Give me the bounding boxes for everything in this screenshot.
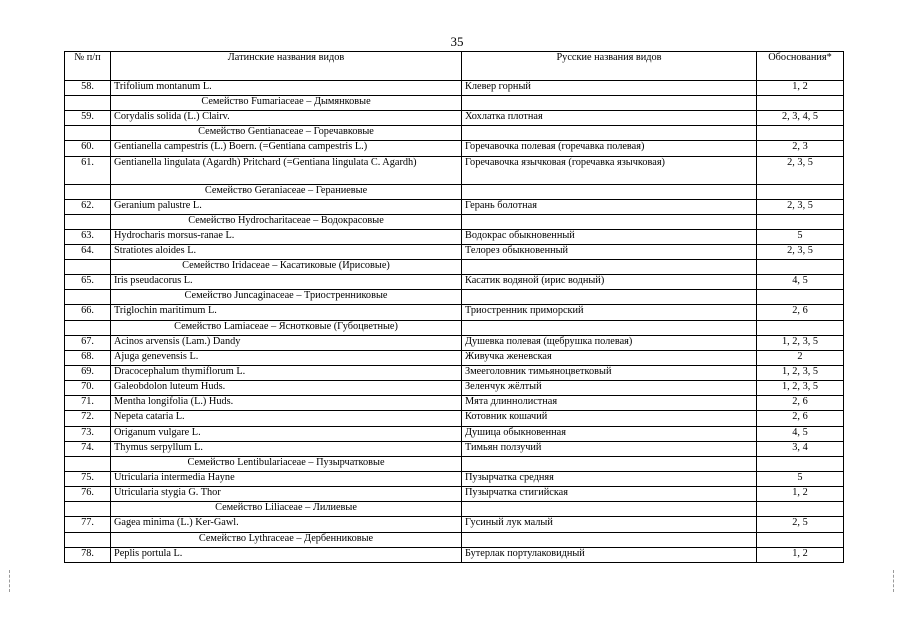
- species-latin-name: Corydalis solida (L.) Clairv.: [111, 111, 462, 126]
- species-row: [65, 472, 844, 487]
- species-row: [65, 547, 844, 562]
- family-row: [65, 260, 844, 275]
- family-row: [65, 96, 844, 111]
- family-row-reason-cell: [757, 457, 844, 472]
- family-row: [65, 502, 844, 517]
- family-row-reason-cell: [757, 214, 844, 229]
- species-reason: 2, 3, 4, 5: [757, 111, 844, 126]
- species-number: 71.: [65, 396, 111, 411]
- family-row-russian-cell: [462, 214, 757, 229]
- species-latin-name: Utricularia intermedia Hayne: [111, 472, 462, 487]
- species-number: 63.: [65, 229, 111, 244]
- species-latin-name: Galeobdolon luteum Huds.: [111, 381, 462, 396]
- family-row: [65, 126, 844, 141]
- species-latin-name: Nepeta cataria L.: [111, 411, 462, 426]
- species-row: [65, 81, 844, 96]
- family-name: Семейство Geraniaceae – Гераниевые: [111, 184, 462, 199]
- species-reason: 1, 2, 3, 5: [757, 335, 844, 350]
- species-reason: 2, 6: [757, 396, 844, 411]
- family-name: Семейство Juncaginaceae – Триостренниковые: [111, 290, 462, 305]
- species-russian-name: Водокрас обыкновенный: [462, 229, 757, 244]
- family-row-number-cell: [65, 532, 111, 547]
- species-row: [65, 365, 844, 380]
- species-number: 66.: [65, 305, 111, 320]
- left-edge-mark: [9, 570, 11, 592]
- species-row: [65, 411, 844, 426]
- family-row-number-cell: [65, 96, 111, 111]
- family-row-russian-cell: [462, 290, 757, 305]
- species-number: 58.: [65, 81, 111, 96]
- species-number: 73.: [65, 426, 111, 441]
- column-header-latin: Латинские названия видов: [111, 52, 462, 81]
- family-row-number-cell: [65, 320, 111, 335]
- species-latin-name: Gentianella campestris (L.) Boern. (=Gentiana campestris L.): [111, 141, 462, 156]
- species-latin-name: Utricularia stygia G. Thor: [111, 487, 462, 502]
- species-row: [65, 244, 844, 259]
- family-row-russian-cell: [462, 96, 757, 111]
- species-latin-name: Thymus serpyllum L.: [111, 441, 462, 456]
- species-latin-name: Gentianella lingulata (Agardh) Pritchard (=Gentiana lingulata C. Agardh): [111, 156, 462, 184]
- species-row: [65, 517, 844, 532]
- page-number: 35: [450, 34, 464, 49]
- species-latin-name: Triglochin maritimum L.: [111, 305, 462, 320]
- species-russian-name: Герань болотная: [462, 199, 757, 214]
- species-number: 74.: [65, 441, 111, 456]
- family-row-reason-cell: [757, 184, 844, 199]
- column-header-reason: Обоснования*: [757, 52, 844, 81]
- column-header-russian: Русские названия видов: [462, 52, 757, 81]
- table-header-row: [65, 52, 844, 81]
- family-row: [65, 457, 844, 472]
- species-number: 70.: [65, 381, 111, 396]
- species-reason: 2, 5: [757, 517, 844, 532]
- family-row: [65, 214, 844, 229]
- species-row: [65, 381, 844, 396]
- family-row-number-cell: [65, 457, 111, 472]
- right-edge-mark: [893, 570, 895, 592]
- species-russian-name: Касатик водяной (ирис водный): [462, 275, 757, 290]
- species-russian-name: Пузырчатка стигийская: [462, 487, 757, 502]
- family-row-russian-cell: [462, 457, 757, 472]
- species-russian-name: Гусиный лук малый: [462, 517, 757, 532]
- family-row-russian-cell: [462, 184, 757, 199]
- species-row: [65, 275, 844, 290]
- family-row-russian-cell: [462, 260, 757, 275]
- species-latin-name: Ajuga genevensis L.: [111, 350, 462, 365]
- family-row-number-cell: [65, 502, 111, 517]
- species-latin-name: Stratiotes aloides L.: [111, 244, 462, 259]
- family-row-reason-cell: [757, 126, 844, 141]
- species-russian-name: Пузырчатка средняя: [462, 472, 757, 487]
- species-russian-name: Душевка полевая (щебрушка полевая): [462, 335, 757, 350]
- species-number: 69.: [65, 365, 111, 380]
- species-russian-name: Горечавочка язычковая (горечавка язычковая): [462, 156, 757, 184]
- family-row-number-cell: [65, 260, 111, 275]
- species-reason: 3, 4: [757, 441, 844, 456]
- species-latin-name: Gagea minima (L.) Ker-Gawl.: [111, 517, 462, 532]
- species-russian-name: Змееголовник тимьяноцветковый: [462, 365, 757, 380]
- species-reason: 1, 2, 3, 5: [757, 365, 844, 380]
- species-russian-name: Мята длиннолистная: [462, 396, 757, 411]
- species-row: [65, 199, 844, 214]
- family-row-reason-cell: [757, 502, 844, 517]
- family-row-number-cell: [65, 214, 111, 229]
- species-reason: 2, 3, 5: [757, 199, 844, 214]
- species-russian-name: Зеленчук жёлтый: [462, 381, 757, 396]
- species-number: 64.: [65, 244, 111, 259]
- family-name: Семейство Lamiaceae – Яснотковые (Губоцветные): [111, 320, 462, 335]
- family-row-reason-cell: [757, 320, 844, 335]
- family-row-number-cell: [65, 126, 111, 141]
- family-row: [65, 290, 844, 305]
- species-russian-name: Клевер горный: [462, 81, 757, 96]
- family-row-reason-cell: [757, 532, 844, 547]
- species-row: [65, 487, 844, 502]
- species-reason: 1, 2: [757, 81, 844, 96]
- species-row: [65, 111, 844, 126]
- family-row: [65, 184, 844, 199]
- family-name: Семейство Hydrocharitaceae – Водокрасовые: [111, 214, 462, 229]
- species-row: [65, 141, 844, 156]
- family-name: Семейство Iridaceae – Касатиковые (Ирисовые): [111, 260, 462, 275]
- species-number: 61.: [65, 156, 111, 184]
- family-row-reason-cell: [757, 290, 844, 305]
- family-name: Семейство Liliaceae – Лилиевые: [111, 502, 462, 517]
- species-reason: 1, 2: [757, 487, 844, 502]
- species-reason: 1, 2: [757, 547, 844, 562]
- species-reason: 5: [757, 229, 844, 244]
- species-number: 76.: [65, 487, 111, 502]
- species-reason: 2, 3: [757, 141, 844, 156]
- species-row: [65, 335, 844, 350]
- family-name: Семейство Fumariaceae – Дымянковые: [111, 96, 462, 111]
- species-latin-name: Dracocephalum thymiflorum L.: [111, 365, 462, 380]
- species-row: [65, 350, 844, 365]
- species-number: 62.: [65, 199, 111, 214]
- species-reason: 4, 5: [757, 426, 844, 441]
- species-latin-name: Mentha longifolia (L.) Huds.: [111, 396, 462, 411]
- species-number: 77.: [65, 517, 111, 532]
- species-number: 65.: [65, 275, 111, 290]
- family-name: Семейство Gentianaceae – Горечавковые: [111, 126, 462, 141]
- species-latin-name: Trifolium montanum L.: [111, 81, 462, 96]
- species-reason: 1, 2, 3, 5: [757, 381, 844, 396]
- family-name: Семейство Lentibulariaceae – Пузырчатковые: [111, 457, 462, 472]
- species-row: [65, 396, 844, 411]
- column-header-number: № п/п: [65, 52, 111, 81]
- species-latin-name: Iris pseudacorus L.: [111, 275, 462, 290]
- species-russian-name: Душица обыкновенная: [462, 426, 757, 441]
- species-table: [64, 51, 844, 563]
- species-latin-name: Hydrocharis morsus-ranae L.: [111, 229, 462, 244]
- family-name: Семейство Lythraceae – Дербенниковые: [111, 532, 462, 547]
- table-body: [65, 81, 844, 563]
- family-row-russian-cell: [462, 532, 757, 547]
- species-reason: 2, 6: [757, 411, 844, 426]
- family-row-russian-cell: [462, 126, 757, 141]
- species-latin-name: Origanum vulgare L.: [111, 426, 462, 441]
- species-number: 59.: [65, 111, 111, 126]
- species-number: 78.: [65, 547, 111, 562]
- species-latin-name: Peplis portula L.: [111, 547, 462, 562]
- species-row: [65, 305, 844, 320]
- species-row: [65, 426, 844, 441]
- species-number: 68.: [65, 350, 111, 365]
- species-russian-name: Хохлатка плотная: [462, 111, 757, 126]
- species-russian-name: Триостренник приморский: [462, 305, 757, 320]
- family-row-number-cell: [65, 290, 111, 305]
- species-russian-name: Горечавочка полевая (горечавка полевая): [462, 141, 757, 156]
- species-russian-name: Котовник кошачий: [462, 411, 757, 426]
- species-russian-name: Тимьян ползучий: [462, 441, 757, 456]
- family-row-russian-cell: [462, 320, 757, 335]
- family-row-reason-cell: [757, 260, 844, 275]
- species-reason: 5: [757, 472, 844, 487]
- family-row-number-cell: [65, 184, 111, 199]
- species-row: [65, 156, 844, 184]
- family-row-reason-cell: [757, 96, 844, 111]
- species-reason: 2, 3, 5: [757, 156, 844, 184]
- species-reason: 2, 6: [757, 305, 844, 320]
- species-russian-name: Телорез обыкновенный: [462, 244, 757, 259]
- species-russian-name: Бутерлак портулаковидный: [462, 547, 757, 562]
- family-row: [65, 320, 844, 335]
- family-row-russian-cell: [462, 502, 757, 517]
- species-russian-name: Живучка женевская: [462, 350, 757, 365]
- family-row: [65, 532, 844, 547]
- species-latin-name: Acinos arvensis (Lam.) Dandy: [111, 335, 462, 350]
- species-row: [65, 441, 844, 456]
- species-reason: 2: [757, 350, 844, 365]
- species-number: 67.: [65, 335, 111, 350]
- species-number: 75.: [65, 472, 111, 487]
- species-reason: 2, 3, 5: [757, 244, 844, 259]
- species-row: [65, 229, 844, 244]
- species-latin-name: Geranium palustre L.: [111, 199, 462, 214]
- species-number: 72.: [65, 411, 111, 426]
- species-number: 60.: [65, 141, 111, 156]
- species-reason: 4, 5: [757, 275, 844, 290]
